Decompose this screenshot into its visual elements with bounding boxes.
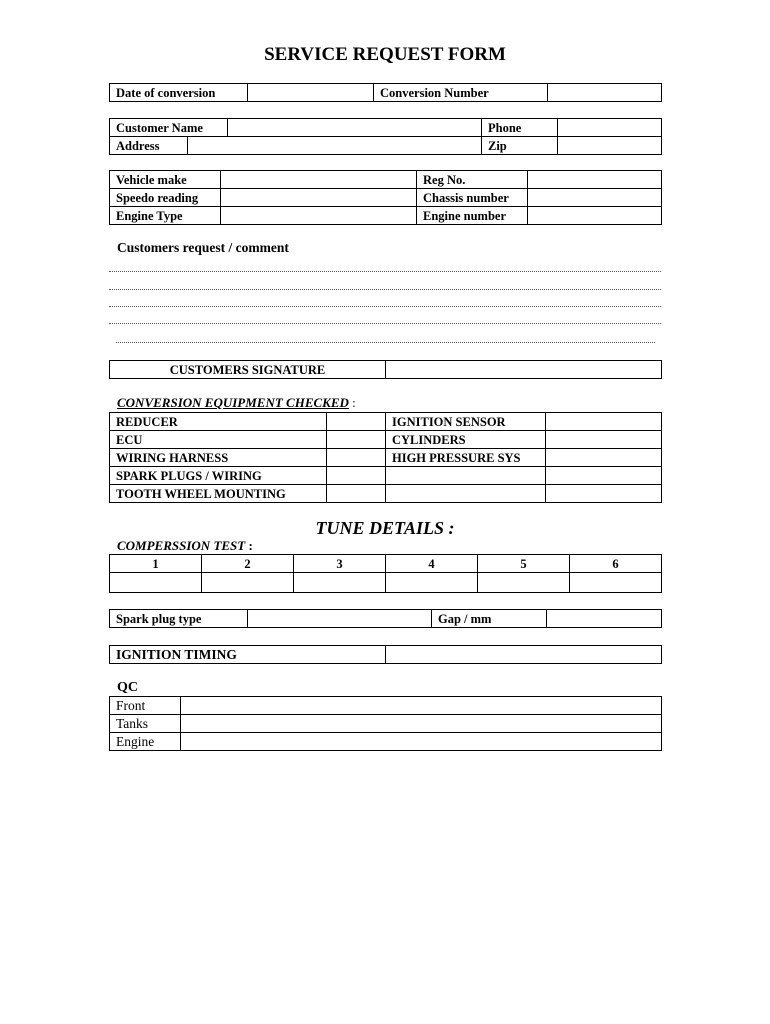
engine-number-label: Engine number <box>417 207 528 225</box>
equipment-check-empty-1[interactable] <box>546 467 662 485</box>
cylinder-header-6: 6 <box>570 555 662 573</box>
gap-label: Gap / mm <box>432 610 547 628</box>
address-label: Address <box>110 137 188 155</box>
qc-front-label: Front <box>110 697 181 715</box>
chassis-number-label: Chassis number <box>417 189 528 207</box>
speedo-reading-label: Speedo reading <box>110 189 221 207</box>
reg-no-label: Reg No. <box>417 171 528 189</box>
qc-table <box>109 696 662 751</box>
equipment-item-ignition-sensor: IGNITION SENSOR <box>386 413 546 431</box>
equipment-item-wiring-harness: WIRING HARNESS <box>110 449 327 467</box>
equipment-item-empty-2 <box>386 485 546 503</box>
cylinder-value-2[interactable] <box>202 573 294 593</box>
compression-heading-wrap <box>117 538 253 554</box>
conversion-table <box>109 83 662 102</box>
spark-plug-type-field[interactable] <box>248 610 432 628</box>
customer-name-label: Customer Name <box>110 119 228 137</box>
cylinder-header-4: 4 <box>386 555 478 573</box>
equipment-table <box>109 412 662 503</box>
qc-engine-label: Engine <box>110 733 181 751</box>
equipment-check-wiring-harness[interactable] <box>327 449 386 467</box>
equipment-item-cylinders: CYLINDERS <box>386 431 546 449</box>
comment-line-1[interactable] <box>109 271 661 272</box>
qc-tanks-field[interactable] <box>181 715 662 733</box>
phone-label: Phone <box>482 119 558 137</box>
zip-field[interactable] <box>558 137 662 155</box>
customer-signature-field[interactable] <box>386 361 662 379</box>
compression-table <box>109 554 662 593</box>
cylinder-value-6[interactable] <box>570 573 662 593</box>
equipment-item-spark-plugs-wiring: SPARK PLUGS / WIRING <box>110 467 327 485</box>
equipment-item-high-pressure-sys: HIGH PRESSURE SYS <box>386 449 546 467</box>
equipment-heading-wrap <box>117 395 356 411</box>
qc-front-field[interactable] <box>181 697 662 715</box>
vehicle-make-field[interactable] <box>221 171 417 189</box>
compression-test-colon: : <box>248 538 253 553</box>
ignition-timing-label: IGNITION TIMING <box>110 646 386 664</box>
customer-name-field[interactable] <box>228 119 482 137</box>
engine-type-field[interactable] <box>221 207 417 225</box>
equipment-check-tooth-wheel-mounting[interactable] <box>327 485 386 503</box>
date-of-conversion-label: Date of conversion <box>110 84 248 102</box>
equipment-item-tooth-wheel-mounting: TOOTH WHEEL MOUNTING <box>110 485 327 503</box>
ignition-timing-field[interactable] <box>386 646 662 664</box>
chassis-number-field[interactable] <box>528 189 662 207</box>
equipment-item-ecu: ECU <box>110 431 327 449</box>
cylinder-header-5: 5 <box>478 555 570 573</box>
ignition-timing-table <box>109 645 662 664</box>
speedo-reading-field[interactable] <box>221 189 417 207</box>
zip-label: Zip <box>482 137 558 155</box>
equipment-heading: CONVERSION EQUIPMENT CHECKED <box>117 395 349 410</box>
gap-field[interactable] <box>547 610 662 628</box>
qc-heading: QC <box>117 680 138 695</box>
customer-request-heading: Customers request / comment <box>117 240 289 255</box>
tune-details-heading: TUNE DETAILS : <box>315 518 455 538</box>
engine-type-label: Engine Type <box>110 207 221 225</box>
comment-line-3[interactable] <box>109 306 661 307</box>
date-of-conversion-field[interactable] <box>248 84 374 102</box>
cylinder-value-3[interactable] <box>294 573 386 593</box>
qc-tanks-label: Tanks <box>110 715 181 733</box>
equipment-check-cylinders[interactable] <box>546 431 662 449</box>
vehicle-make-label: Vehicle make <box>110 171 221 189</box>
equipment-check-ecu[interactable] <box>327 431 386 449</box>
vehicle-table <box>109 170 662 225</box>
equipment-check-spark-plugs-wiring[interactable] <box>327 467 386 485</box>
compression-test-heading: COMPERSSION TEST <box>117 538 246 553</box>
equipment-heading-colon: : <box>352 395 356 410</box>
conversion-number-label: Conversion Number <box>374 84 548 102</box>
comment-line-2[interactable] <box>109 289 661 290</box>
spark-plug-table <box>109 609 662 628</box>
equipment-item-reducer: REDUCER <box>110 413 327 431</box>
cylinder-header-1: 1 <box>110 555 202 573</box>
equipment-check-reducer[interactable] <box>327 413 386 431</box>
page-title: SERVICE REQUEST FORM <box>264 44 506 65</box>
spark-plug-type-label: Spark plug type <box>110 610 248 628</box>
equipment-check-ignition-sensor[interactable] <box>546 413 662 431</box>
engine-number-field[interactable] <box>528 207 662 225</box>
equipment-check-empty-2[interactable] <box>546 485 662 503</box>
customer-table <box>109 118 662 155</box>
cylinder-value-1[interactable] <box>110 573 202 593</box>
address-field[interactable] <box>188 137 482 155</box>
signature-table <box>109 360 662 379</box>
conversion-number-field[interactable] <box>548 84 662 102</box>
cylinder-value-4[interactable] <box>386 573 478 593</box>
qc-engine-field[interactable] <box>181 733 662 751</box>
equipment-item-empty-1 <box>386 467 546 485</box>
comment-line-4[interactable] <box>109 323 661 324</box>
comment-line-5[interactable] <box>116 342 655 343</box>
cylinder-value-5[interactable] <box>478 573 570 593</box>
cylinder-header-2: 2 <box>202 555 294 573</box>
cylinder-header-3: 3 <box>294 555 386 573</box>
reg-no-field[interactable] <box>528 171 662 189</box>
phone-field[interactable] <box>558 119 662 137</box>
customer-signature-label: CUSTOMERS SIGNATURE <box>110 361 386 379</box>
equipment-check-high-pressure-sys[interactable] <box>546 449 662 467</box>
